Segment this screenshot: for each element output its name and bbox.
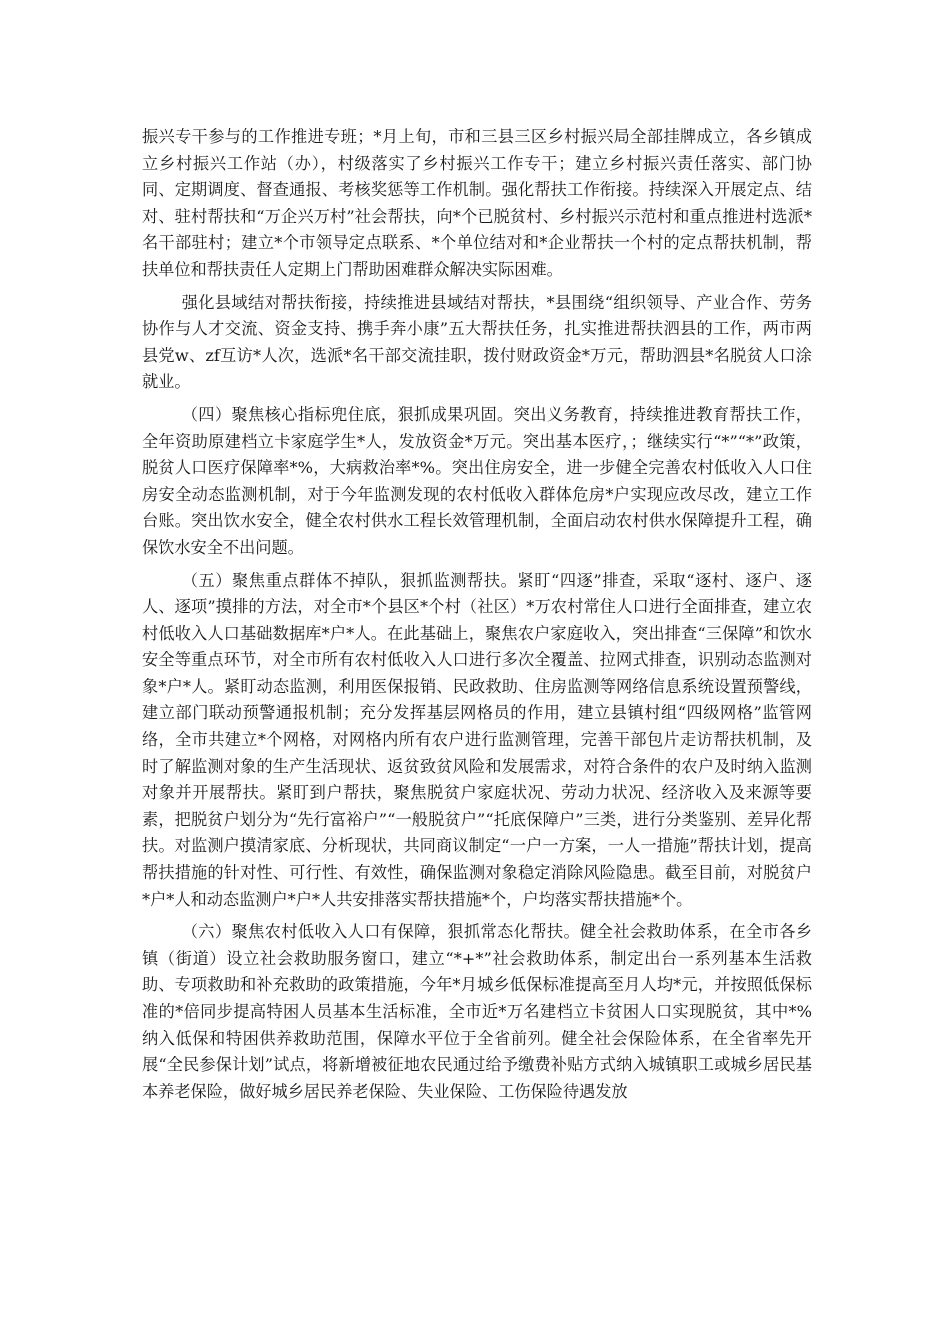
paragraph-low-income-protection: （六）聚焦农村低收入人口有保障，狠抓常态化帮扶。健全社会救助体系，在全市各乡镇（街道）设立社会救助服务窗口，建立“*+*”社会救助体系，制定出台一系列基本生活救助、专项救助和补充救助的政策措施，今年*月城乡低保标准提高至月人均*元，并按照低保标准的*倍同步提高特困人员基本生活标准，全市近*万名建档立卡贫困人口实现脱贫，其中*%纳入低保和特困供养救助范围，保障水平位于全省前列。健全社会保险体系，在全省率先开展“全民参保计划”试点，将新增被征地农民通过给予缴费补贴方式纳入城镇职工或城乡居民基本养老保险，做好城乡居民养老保险、失业保险、工伤保险待遇发放 xyxy=(142,922,812,1101)
paragraph-key-groups-monitoring: （五）聚焦重点群体不掉队，狠抓监测帮扶。紧盯“四逐”排查，采取“逐村、逐户、逐人、逐项”摸排的方法，对全市*个县区*个村（社区）*万农村常住人口进行全面排查，建立农村低收入人口基础数据库*户*人。在此基础上，聚焦农户家庭收入，突出排查“三保障”和饮水安全等重点环节，对全市所有农村低收入人口进行多次全覆盖、拉网式排查，识别动态监测对象*户*人。紧盯动态监测，利用医保报销、民政救助、住房监测等网络信息系统设置预警线，建立部门联动预警通报机制；充分发挥基层网格员的作用，建立县镇村组“四级网格”监管网络，全市共建立*个网格，对网格内所有农户进行监测管理，完善干部包片走访帮扶机制，及时了解监测对象的生产生活现状、返贫致贫风险和发展需求，对符合条件的农户及时纳入监测对象并开展帮扶。紧盯到户帮扶，聚焦脱贫户家庭状况、劳动力状况、经济收入及来源等要素，把脱贫户划分为“先行富裕户”“一般脱贫户”“托底保障户”三类，进行分类鉴别、差异化帮扶。对监测户摸清家底、分析现状，共同商议制定“一户一方案，一人一措施”帮扶计划，提高帮扶措施的针对性、可行性、有效性，确保监测对象稳定消除风险隐患。截至目前，对脱贫户*户*人和动态监测户*户*人共安排落实帮扶措施*个，户均落实帮扶措施*个。 xyxy=(142,570,812,909)
paragraph-rural-revitalization-mechanism: 振兴专干参与的工作推进专班；*月上旬，市和三县三区乡村振兴局全部挂牌成立，各乡镇成立乡村振兴工作站（办），村级落实了乡村振兴工作专干；建立乡村振兴责任落实、部门协同、定期调度、督查通报、考核奖惩等工作机制。强化帮扶工作衔接。持续深入开展定点、结对、驻村帮扶和“万企兴万村”社会帮扶，向*个已脱贫村、乡村振兴示范村和重点推进村选派*名干部驻村；建立*个市领导定点联系、*个单位结对和*企业帮扶一个村的定点帮扶机制，帮扶单位和帮扶责任人定期上门帮助困难群众解决实际困难。 xyxy=(142,127,812,279)
document-page xyxy=(142,124,812,1111)
paragraph-core-indicators: （四）聚焦核心指标兜住底，狠抓成果巩固。突出义务教育，持续推进教育帮扶工作，全年资助原建档立卡家庭学生*人，发放资金*万元。突出基本医疗，；继续实行“*”“*”政策，脱贫人口医疗保障率*%，大病救治率*%。突出住房安全，进一步健全完善农村低收入人口住房安全动态监测机制，对于今年监测发现的农村低收入群体危房*户实现应改尽改，建立工作台账。突出饮水安全，健全农村供水工程长效管理机制，全面启动农村供水保障提升工程，确保饮水安全不出问题。 xyxy=(142,404,812,557)
paragraph-county-pairing-assistance: 强化县域结对帮扶衔接，持续推进县域结对帮扶，*县围绕“组织领导、产业合作、劳务协作与人才交流、资金支持、携手奔小康”五大帮扶任务，扎实推进帮扶泗县的工作，两市两县党w、zf互访*人次，选派*名干部交流挂职，拨付财政资金*万元，帮助泗县*名脱贫人口涂就业。 xyxy=(142,292,812,392)
